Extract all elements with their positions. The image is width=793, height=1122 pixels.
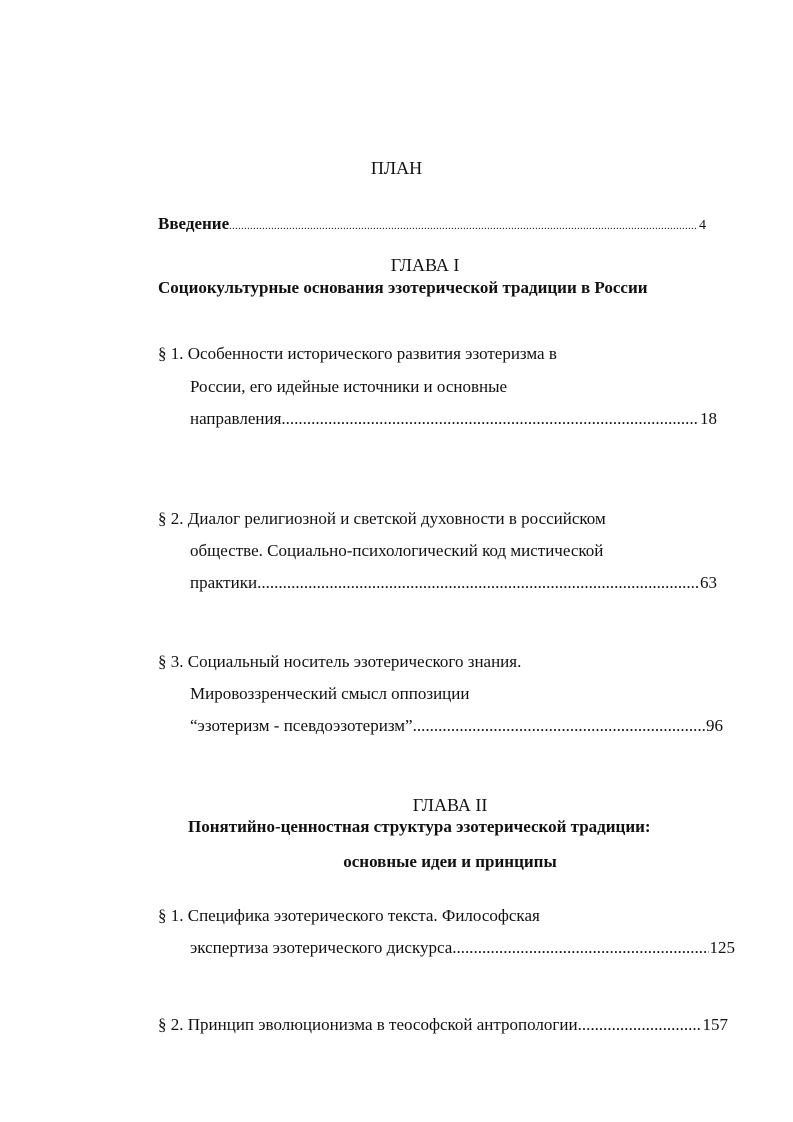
- toc-entry-label: направления: [190, 409, 282, 428]
- toc-page-number: 4: [699, 218, 706, 233]
- toc-section-1-1-last-line: [190, 409, 717, 429]
- dot-leader: [413, 716, 705, 736]
- dot-leader: [452, 938, 708, 958]
- toc-page-number: 157: [702, 1015, 728, 1034]
- dot-leader: [257, 573, 699, 593]
- dot-leader: [229, 214, 698, 234]
- chapter-2-heading: ГЛАВА II: [412, 795, 488, 815]
- toc-section-1-1-line-1: § 1. Особенности исторического развития эзотеризма в: [158, 344, 557, 363]
- toc-entry-label: Введение: [158, 214, 230, 233]
- page-title: ПЛАН: [370, 158, 423, 178]
- toc-section-1-3-last-line: [190, 716, 723, 736]
- toc-section-1-2-last-line: [190, 573, 717, 593]
- toc-section-2-1-last-line: [190, 938, 735, 958]
- chapter-2-subtitle-line-2: основные идеи и принципы: [343, 852, 557, 871]
- toc-entry-label: экспертиза эзотерического дискурса: [190, 938, 453, 957]
- chapter-1-heading: ГЛАВА I: [390, 255, 460, 275]
- toc-section-1-3-line-2: Мировоззренческий смысл оппозиции: [190, 684, 470, 703]
- toc-page-number: 63: [700, 573, 717, 592]
- dot-leader: [281, 409, 699, 429]
- toc-page-number: 18: [700, 409, 717, 428]
- toc-section-1-3-line-1: § 3. Социальный носитель эзотерического знания.: [158, 652, 522, 671]
- toc-entry-label: “эзотеризм - псевдоэзотеризм”: [190, 716, 413, 735]
- chapter-1-subtitle: Социокультурные основания эзотерической традиции в России: [158, 278, 648, 297]
- toc-entry-label: § 2. Принцип эволюционизма в теософской антропологии: [158, 1015, 578, 1034]
- toc-section-2-2-line: [158, 1015, 728, 1035]
- toc-section-2-1-line-1: § 1. Специфика эзотерического текста. Философская: [158, 906, 540, 925]
- toc-section-1-2-line-1: § 2. Диалог религиозной и светской духовности в российском: [158, 509, 606, 528]
- chapter-2-subtitle-line-1: Понятийно-ценностная структура эзотерической традиции:: [188, 817, 651, 836]
- toc-entry-introduction: [158, 214, 706, 234]
- toc-page-number: 125: [709, 938, 735, 957]
- toc-entry-label: практики: [190, 573, 258, 592]
- toc-page-number: 96: [706, 716, 723, 735]
- toc-section-1-1-line-2: России, его идейные источники и основные: [190, 377, 508, 396]
- toc-section-1-2-line-2: обществе. Социально-психологический код мистической: [190, 541, 604, 560]
- dot-leader: [578, 1015, 702, 1035]
